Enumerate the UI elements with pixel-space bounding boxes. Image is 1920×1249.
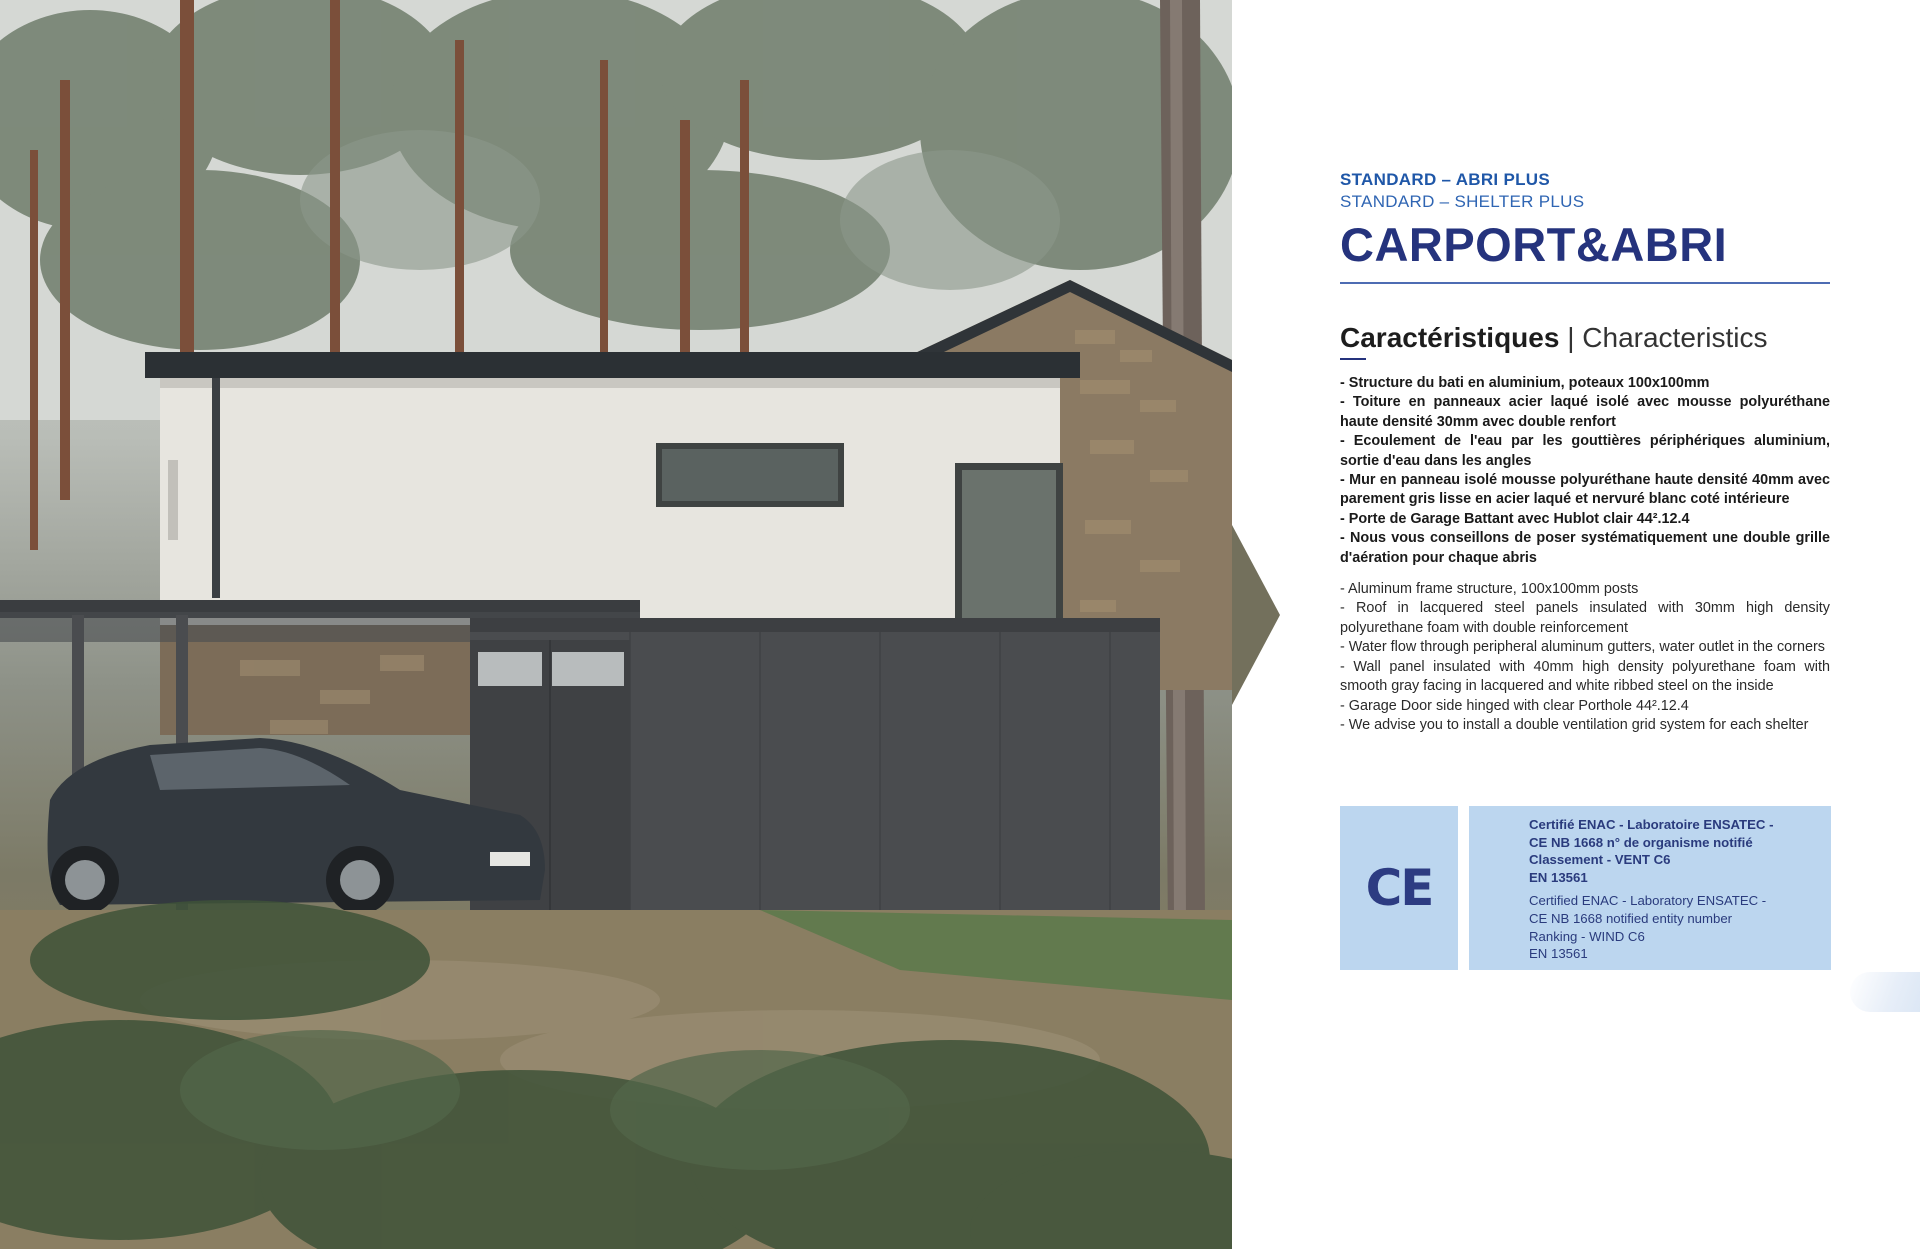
subtitle-en: STANDARD – SHELTER PLUS (1340, 192, 1585, 211)
title-divider (1340, 282, 1830, 284)
list-item: - Water flow through peripheral aluminum gutters, water outlet in the corners (1340, 639, 1825, 656)
subtitle-fr: STANDARD – ABRI PLUS (1340, 170, 1551, 189)
cert-line: Classement - VENT C6 (1529, 852, 1671, 868)
ce-mark-box (1340, 806, 1458, 970)
characteristics-list-en (1340, 580, 1830, 735)
cert-line: Certified ENAC - Laboratory ENSATEC - (1529, 893, 1767, 909)
list-item: - Wall panel insulated with 40mm high density polyurethane foam with smooth gray facing in lacquered and white ribbed steel on the inside (1340, 658, 1830, 695)
characteristics-heading-en: Characteristics (1582, 322, 1768, 353)
photo-chevron-pointer (1232, 525, 1280, 705)
cert-line: Certifié ENAC - Laboratoire ENSATEC - (1529, 817, 1774, 832)
product-description (1340, 170, 1830, 735)
cert-line: EN 13561 (1529, 869, 1588, 885)
characteristics-list-fr (1340, 374, 1830, 568)
list-item: - Toiture en panneaux acier laqué isolé avec mousse polyuréthane haute densité 30mm avec double renfort (1340, 394, 1830, 430)
decorative-corner-accent (1850, 972, 1920, 1012)
heading-separator: | (1559, 322, 1583, 353)
list-item: - Ecoulement de l'eau par les gouttières périphériques aluminium, sortie d'eau dans les angles (1340, 433, 1830, 469)
cert-line: CE NB 1668 n° de organisme notifié (1529, 834, 1753, 850)
characteristics-heading-fr: Caractéristiques (1340, 322, 1560, 353)
certification-fr (1529, 816, 1811, 886)
list-item: - Structure du bati en aluminium, poteaux 100x100mm (1340, 375, 1710, 391)
list-item: - We advise you to install a double ventilation grid system for each shelter (1340, 716, 1809, 733)
page-title: CARPORT&ABRI (1340, 218, 1728, 271)
list-item: - Roof in lacquered steel panels insulated with 30mm high density polyurethane foam with double reinforcement (1340, 600, 1830, 636)
certification-en (1529, 892, 1811, 962)
cert-line: Ranking - WIND C6 (1529, 928, 1645, 944)
cert-line: EN 13561 (1529, 946, 1588, 962)
list-item: - Mur en panneau isolé mousse polyuréthane haute densité 40mm avec parement gris lisse en acier laqué et nervuré blanc coté intérieure (1340, 472, 1830, 508)
certification-box (1469, 806, 1831, 970)
ce-mark-icon: CE (1365, 859, 1433, 917)
list-item: - Nous vous conseillons de poser systématiquement une double grille d'aération pour chaque abris (1340, 530, 1830, 566)
characteristics-heading (1340, 322, 1830, 354)
list-item: - Garage Door side hinged with clear Porthole 44².12.4 (1340, 697, 1689, 714)
heading-underline (1340, 358, 1366, 360)
cert-line: CE NB 1668 notified entity number (1529, 910, 1733, 926)
list-item: - Aluminum frame structure, 100x100mm posts (1340, 581, 1639, 598)
list-item: - Porte de Garage Battant avec Hublot clair 44².12.4 (1340, 510, 1690, 527)
